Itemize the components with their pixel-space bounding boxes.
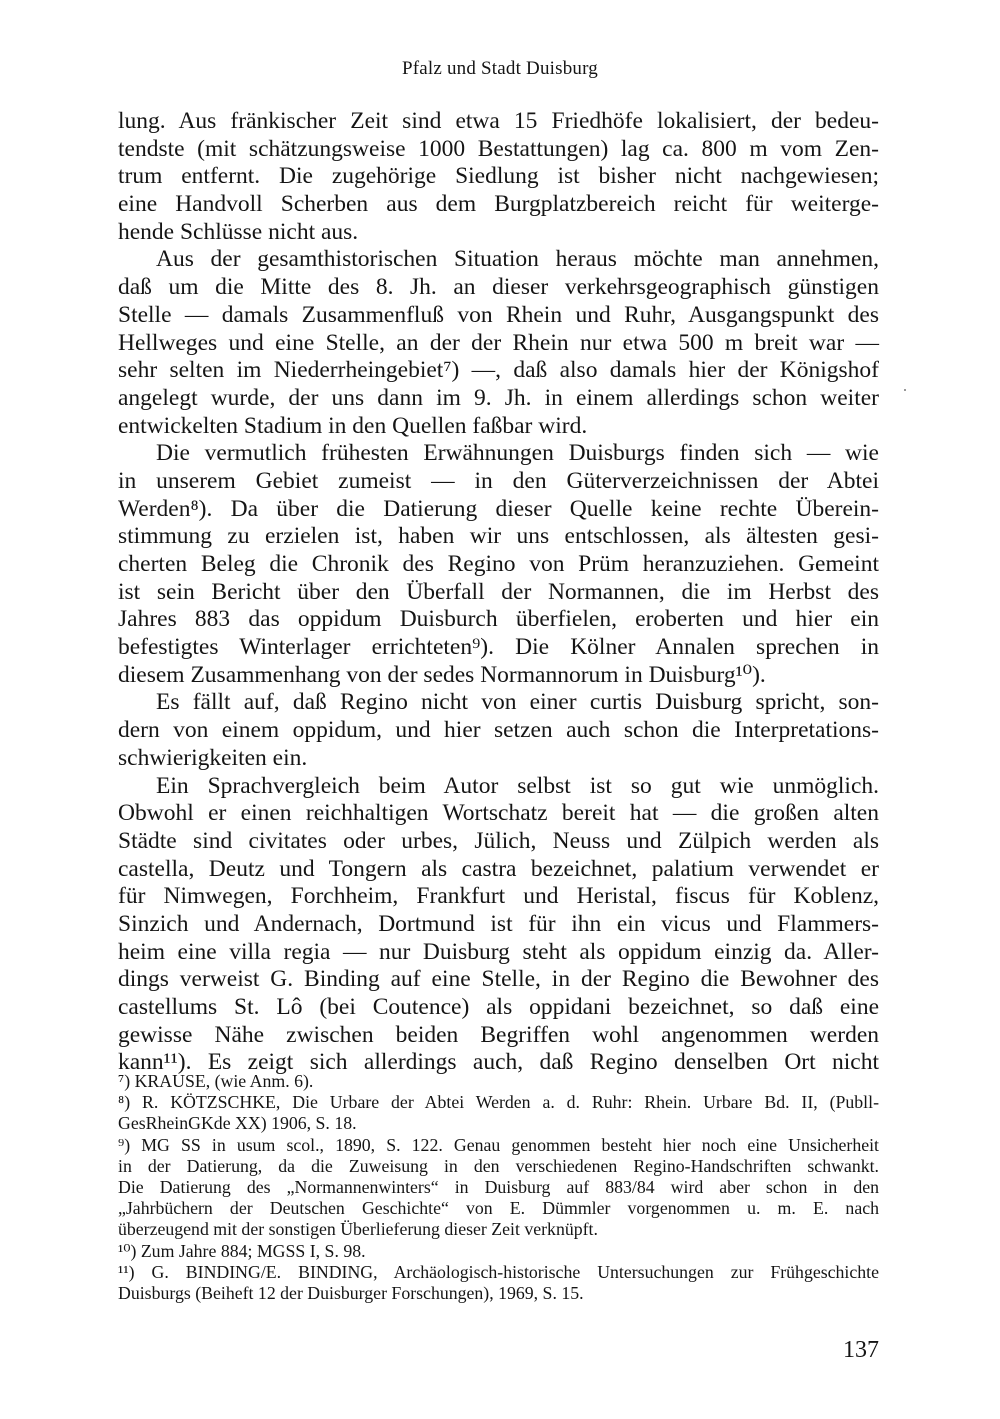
body-line: in unserem Gebiet zumeist — in den Güterverzeichnissen der Abtei	[118, 467, 879, 494]
footnote-line: Die Datierung des „Normannenwinters“ in Duisburg auf 883/84 wird aber schon in den	[118, 1176, 879, 1197]
footnote-line: ⁸) R. KÖTZSCHKE, Die Urbare der Abtei Werden a. d. Ruhr: Rhein. Urbare Bd. II, (Publl-	[118, 1092, 879, 1113]
footnote-line: überzeugend mit der sonstigen Überlieferung dieser Zeit verknüpft.	[118, 1219, 598, 1240]
body-line: Werden⁸). Da über die Datierung dieser Quelle keine rechte Überein-	[118, 495, 879, 522]
footnotes	[118, 1071, 879, 1304]
body-line: ist sein Bericht über den Überfall der Normannen, die im Herbst des	[118, 578, 879, 605]
body-line: trum entfernt. Die zugehörige Siedlung ist bisher nicht nachgewiesen;	[118, 163, 879, 190]
body-line: tendste (mit schätzungsweise 1000 Bestattungen) lag ca. 800 m vom Zen-	[118, 135, 879, 162]
body-line: sehr selten im Niederrheingebiet⁷) —, daß also damals hier der Königshof	[118, 357, 879, 384]
footnote-line: GesRheinGKde XX) 1906, S. 18.	[118, 1113, 357, 1134]
body-line: für Nimwegen, Forchheim, Frankfurt und Heristal, fiscus für Koblenz,	[118, 883, 879, 910]
paragraph-first-line: Aus der gesamthistorischen Situation heraus möchte man annehmen,	[156, 246, 879, 273]
body-line: Stelle — damals Zusammenfluß von Rhein und Ruhr, Ausgangspunkt des	[118, 301, 879, 328]
footnote-line: ⁷) KRAUSE, (wie Anm. 6).	[118, 1071, 314, 1091]
page-number: 137	[843, 1337, 879, 1363]
body-line: Obwohl er einen reichhaltigen Wortschatz bereit hat — die großen alten	[118, 800, 879, 827]
body-line: cherten Beleg die Chronik des Regino von Prüm heranzuziehen. Gemeint	[118, 551, 879, 577]
body-line: hende Schlüsse nicht aus.	[118, 218, 359, 245]
body-line: kann¹¹). Es zeigt sich allerdings auch, daß Regino denselben Ort nicht	[118, 1049, 879, 1076]
body-line: schwierigkeiten ein.	[118, 744, 308, 771]
body-line: stimmung zu erzielen ist, haben wir uns entschlossen, als ältesten gesi-	[118, 523, 879, 550]
body-line: dern von einem oppidum, und hier setzen auch schon die Interpretations-	[118, 717, 879, 744]
body-line: daß um die Mitte des 8. Jh. an dieser verkehrsgeographisch günstigen	[118, 274, 879, 301]
body-line: Städte sind civitates oder urbes, Jülich, Neuss und Zülpich werden als	[118, 827, 879, 854]
footnote-line: in der Datierung, da die Zuweisung in den verschiedenen Regino-Handschriften schwankt.	[118, 1155, 879, 1176]
body-line: Hellweges und eine Stelle, an der der Rhein nur etwa 500 m breit war —	[118, 329, 879, 356]
body-text	[118, 108, 879, 1077]
body-line: lung. Aus fränkischer Zeit sind etwa 15 Friedhöfe lokalisiert, der bedeu-	[118, 108, 879, 134]
body-line: castella, Deutz und Tongern als castra bezeichnet, palatium verwendet er	[118, 855, 879, 882]
footnote-line: Duisburgs (Beiheft 12 der Duisburger Forschungen), 1969, S. 15.	[118, 1282, 584, 1303]
footnote-line: ¹⁰) Zum Jahre 884; MGSS I, S. 98.	[118, 1240, 366, 1261]
body-line: angelegt wurde, der uns dann im 9. Jh. in einem allerdings schon weiter	[118, 384, 879, 411]
body-line: diesem Zusammenhang von der sedes Normannorum in Duisburg¹⁰).	[118, 661, 766, 688]
body-line: eine Handvoll Scherben aus dem Burgplatzbereich reicht für weiterge-	[118, 191, 879, 218]
body-line: Sinzich und Andernach, Dortmund ist für ihn ein vicus und Flammers-	[118, 910, 879, 937]
footnote-line: ¹¹) G. BINDING/E. BINDING, Archäologisch-historische Untersuchungen zur Frühgeschichte	[118, 1261, 879, 1282]
margin-speck	[904, 389, 906, 391]
body-line: gewisse Nähe zwischen beiden Begriffen wohl angenommen werden	[118, 1021, 879, 1048]
body-line: befestigtes Winterlager errichteten⁹). Die Kölner Annalen sprechen in	[118, 634, 879, 661]
running-head: Pfalz und Stadt Duisburg	[401, 58, 599, 79]
body-line: castellums St. Lô (bei Coutence) als oppidani bezeichnet, so daß eine	[118, 994, 879, 1020]
body-line: Jahres 883 das oppidum Duisburch überfielen, eroberten und hier ein	[118, 606, 879, 633]
paragraph-first-line: Es fällt auf, daß Regino nicht von einer curtis Duisburg spricht, son-	[156, 689, 879, 716]
body-line: heim eine villa regia — nur Duisburg steht als oppidum einzig da. Aller-	[118, 938, 879, 965]
footnote-line: ⁹) MG SS in usum scol., 1890, S. 122. Genau genommen besteht hier noch eine Unsicherheit	[118, 1134, 879, 1155]
footnote-line: „Jahrbüchern der Deutschen Geschichte“ von E. Dümmler vorgenommen u. m. E. nach	[118, 1198, 879, 1219]
paragraph-first-line: Ein Sprachvergleich beim Autor selbst ist so gut wie unmöglich.	[156, 772, 879, 799]
body-line: dings verweist G. Binding auf eine Stelle, in der Regino die Bewohner des	[118, 966, 879, 993]
paragraph-first-line: Die vermutlich frühesten Erwähnungen Duisburgs finden sich — wie	[156, 440, 879, 467]
body-line: entwickelten Stadium in den Quellen faßbar wird.	[118, 412, 588, 439]
